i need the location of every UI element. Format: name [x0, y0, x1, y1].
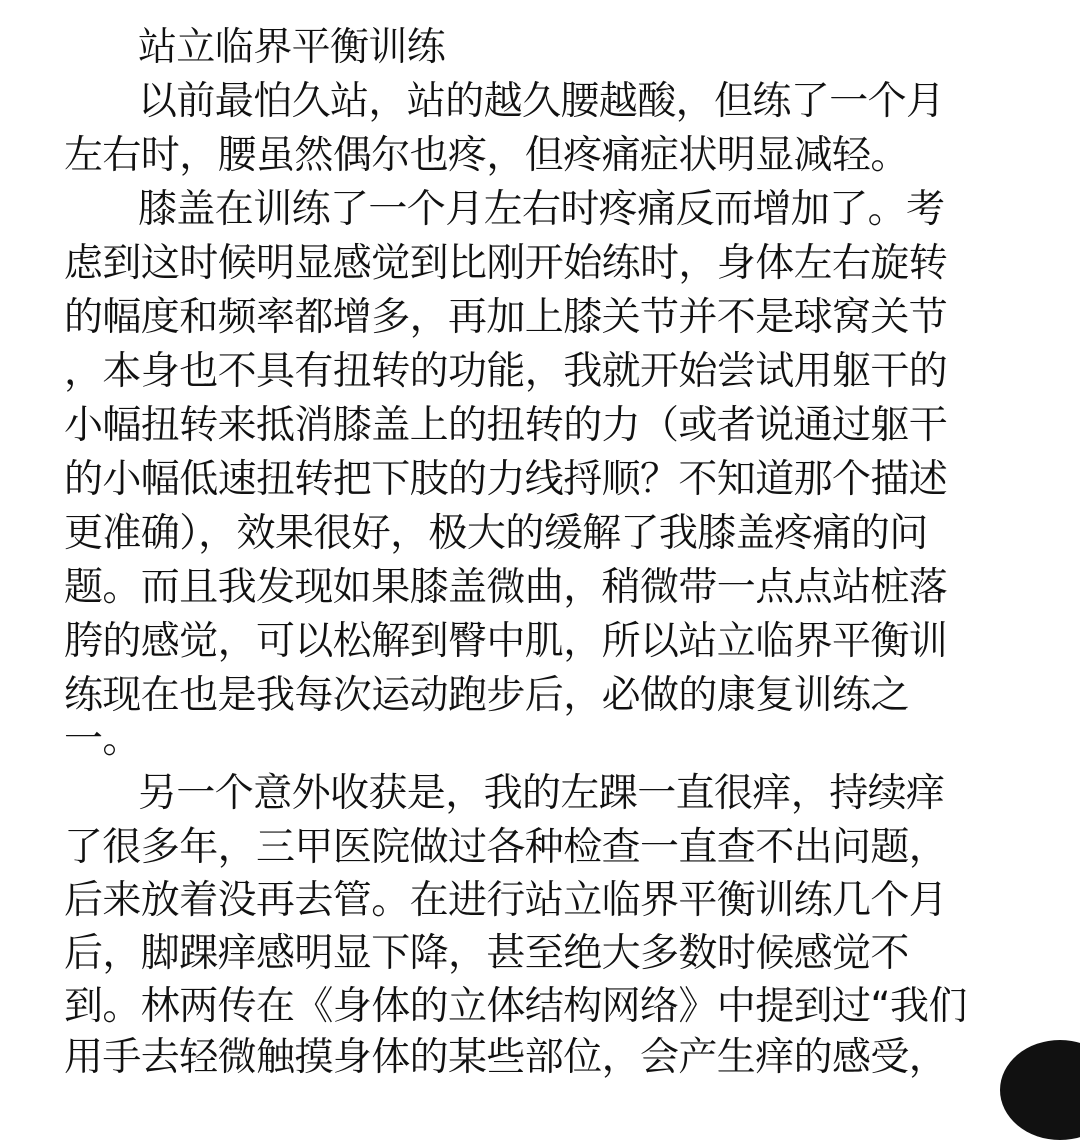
paragraph-line: 题。而且我发现如果膝盖微曲，稍微带一点点站桩落	[64, 565, 948, 610]
paragraph-line: 胯的感觉，可以松解到臀中肌，所以站立临界平衡训	[64, 619, 948, 664]
paragraph-line: 了很多年，三甲医院做过各种检查一直查不出问题，	[64, 825, 948, 870]
paragraph-line: 到。林两传在《身体的立体结构网络》中提到过“我们	[64, 984, 967, 1029]
paragraph-line: 另一个意外收获是，我的左踝一直很痒，持续痒	[138, 771, 945, 816]
paragraph-line: 用手去轻微触摸身体的某些部位，会产生痒的感受，	[64, 1035, 948, 1080]
paragraph-line: 的幅度和频率都增多，再加上膝关节并不是球窝关节	[64, 295, 948, 340]
section-title: 站立临界平衡训练	[138, 25, 446, 70]
paragraph-line: 的小幅低速扭转把下肢的力线捋顺？不知道那个描述	[64, 457, 948, 502]
paragraph-line: 虑到这时候明显感觉到比刚开始练时，身体左右旋转	[64, 241, 948, 286]
paragraph-line: 更准确），效果很好，极大的缓解了我膝盖疼痛的问	[64, 511, 928, 556]
floating-button[interactable]	[1000, 1040, 1080, 1140]
paragraph-line: 膝盖在训练了一个月左右时疼痛反而增加了。考	[138, 187, 945, 232]
paragraph-line: ，本身也不具有扭转的功能，我就开始尝试用躯干的	[64, 349, 948, 394]
paragraph-line: 后来放着没再去管。在进行站立临界平衡训练几个月	[64, 878, 948, 923]
paragraph-line: 练现在也是我每次运动跑步后，必做的康复训练之	[64, 673, 909, 718]
paragraph-line: 以前最怕久站，站的越久腰越酸，但练了一个月	[138, 79, 945, 124]
paragraph-line: 左右时，腰虽然偶尔也疼，但疼痛症状明显减轻。	[64, 133, 909, 178]
paragraph-line: 一。	[64, 717, 141, 762]
paragraph-line: 小幅扭转来抵消膝盖上的扭转的力（或者说通过躯干	[64, 403, 948, 448]
paragraph-line: 后，脚踝痒感明显下降，甚至绝大多数时候感觉不	[64, 931, 909, 976]
